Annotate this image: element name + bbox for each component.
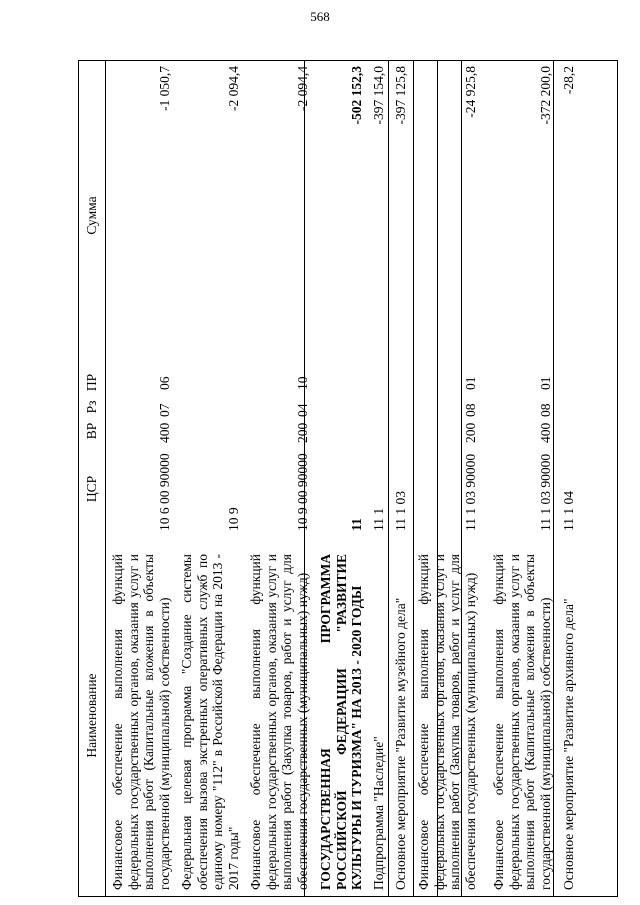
rotated-table-content bbox=[79, 61, 617, 896]
row-csr: 10 9 bbox=[226, 507, 241, 531]
row-sum: -28,2 bbox=[561, 66, 576, 95]
row-sum: -2 094,4 bbox=[226, 66, 241, 111]
row-name: Финансовое обеспечение выполнения функций федеральных государственных органов, оказания услуг и выполнения работ (Закупка товаров, работ и услуг для обеспечения государственных (муниципальных) нужд) bbox=[416, 554, 478, 890]
row-csr: 10 9 00 90000 bbox=[295, 453, 310, 531]
budget-table bbox=[78, 60, 618, 897]
header-pr: ПР bbox=[84, 373, 99, 392]
row-vr: 400 bbox=[538, 422, 553, 443]
row-vr: 400 bbox=[157, 422, 172, 443]
row-rz: 07 bbox=[157, 403, 172, 417]
row-name: Федеральная целевая программа "Создание системы обеспечения вызова экстренных оперативных служб по единому номеру "112" в Российской Федерации на 2013 - 2017 годы" bbox=[179, 554, 241, 890]
row-sum: -397 154,0 bbox=[371, 66, 386, 125]
row-csr: 11 1 bbox=[371, 507, 386, 531]
row-name: Подпрограмма "Наследие" bbox=[371, 736, 386, 890]
row-sum: -397 125,8 bbox=[393, 66, 408, 125]
row-vr: 200 bbox=[295, 422, 310, 443]
row-csr: 11 1 04 bbox=[561, 491, 576, 531]
page-number: 568 bbox=[310, 9, 330, 24]
row-name: Финансовое обеспечение выполнения функций федеральных государственных органов, оказания услуг и выполнения работ (Капитальные вложения в объекты государственной (муниципальной) собственности) bbox=[491, 554, 553, 890]
row-pr: 01 bbox=[538, 376, 553, 390]
header-name: Наименование bbox=[84, 673, 99, 758]
header-csr: ЦСР bbox=[84, 475, 99, 503]
row-name: Финансовое обеспечение выполнения функций федеральных государственных органов, оказания услуг и выполнения работ (Закупка товаров, работ и услуг для обеспечения государственных (муниципальных) нужд) bbox=[248, 554, 310, 890]
row-csr: 11 1 03 bbox=[393, 491, 408, 531]
row-sum: -2 094,4 bbox=[295, 66, 310, 111]
row-csr: 11 1 03 90000 bbox=[538, 453, 553, 531]
row-csr: 10 6 00 90000 bbox=[157, 453, 172, 531]
row-pr: 06 bbox=[157, 376, 172, 390]
row-rz: 08 bbox=[538, 403, 553, 417]
row-rz: 04 bbox=[295, 403, 310, 417]
row-pr: 10 bbox=[295, 376, 310, 390]
row-name: Основное мероприятие "Развитие архивного дела" bbox=[561, 598, 576, 890]
row-rz: 08 bbox=[463, 403, 478, 417]
header-rz: Рз bbox=[84, 400, 99, 414]
header-sum: Сумма bbox=[84, 196, 99, 235]
row-pr: 01 bbox=[463, 376, 478, 390]
row-sum: -1 050,7 bbox=[157, 66, 172, 111]
row-sum: -372 200,0 bbox=[538, 66, 553, 125]
row-name: ГОСУДАРСТВЕННАЯ ПРОГРАММА РОССИЙСКОЙ ФЕДЕРАЦИИ "РАЗВИТИЕ КУЛЬТУРЫ И ТУРИЗМА" НА 2013 - 2020 ГОДЫ bbox=[318, 554, 364, 890]
row-csr: 11 bbox=[349, 518, 364, 531]
row-vr: 200 bbox=[463, 422, 478, 443]
row-csr: 11 1 03 90000 bbox=[463, 453, 478, 531]
row-name: Финансовое обеспечение выполнения функций федеральных государственных органов, оказания услуг и выполнения работ (Капитальные вложения в объекты государственной (муниципальной) собственности) bbox=[110, 554, 172, 890]
row-sum: -24 925,8 bbox=[463, 66, 478, 118]
row-name: Основное мероприятие "Развитие музейного дела" bbox=[393, 597, 408, 890]
header-vr: ВР bbox=[84, 422, 99, 440]
row-sum: -502 152,3 bbox=[349, 66, 364, 125]
